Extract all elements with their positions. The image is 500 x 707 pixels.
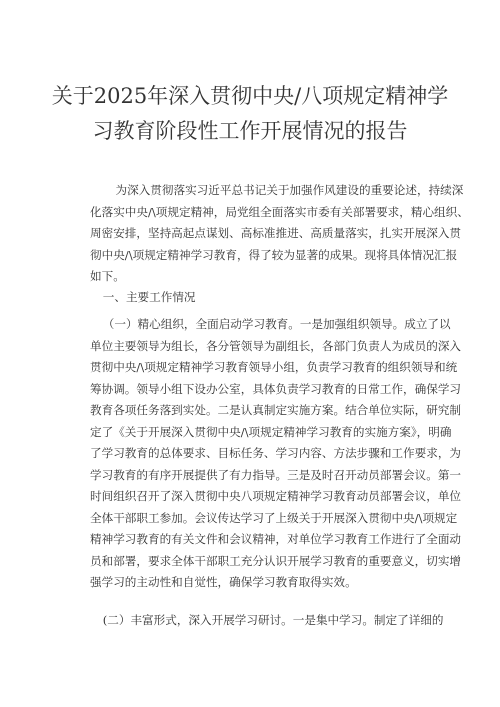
intro-line: 如下。: [90, 269, 125, 283]
paragraph-line: （一）精心组织，全面启动学习教育。一是加强组织领导。成立了以: [102, 317, 451, 331]
document-title-line-2: 习教育阶段性工作开展情况的报告: [92, 119, 408, 143]
paragraph-line: (二）丰富形式，深入开展学习研讨。一是集中学习。制定了详细的: [102, 613, 444, 627]
paragraph-line: 强学习的主动性和自觉性，确保学习教育取得实效。: [90, 575, 357, 589]
intro-paragraph: [90, 180, 469, 288]
section-heading-text: 一、主要工作情况: [102, 290, 196, 304]
paragraph-line: 教育各项任务落到实处。二是认真制定实施方案。结合单位实际，研究制: [90, 403, 462, 417]
paragraph-line: 单位主要领导为组长，各分管领导为副组长，各部门负责人为成员的深入: [90, 338, 462, 353]
paragraph-2: [90, 610, 444, 632]
intro-line: 彻中央/\项规定精神学习教育，得了较为显著的成果。现将具体情况汇报: [90, 247, 458, 262]
intro-line: 周密安排，坚持高起点谋划、高标准推进、高质量落实，扎实开展深入贯: [90, 226, 462, 240]
document-title-line-1: 关于2025年深入贯彻中央/八项规定精神学: [51, 84, 449, 108]
paragraph-line: 学习教育的有序开展提供了有力指导。三是及时召开动员部署会议。第一: [90, 467, 462, 482]
intro-line: 化落实中央/\项规定精神，局党组全面落实市委有关部署要求，精心组织、: [90, 204, 469, 219]
paragraph-line: 全体干部职工参加。会议传达学习了上级关于开展深入贯彻中央/\项规定: [90, 510, 458, 525]
paragraph-1: [90, 314, 462, 594]
paragraph-line: 贯彻中央/\项规定精神学习教育领导小组，负责学习教育的组织领导和统: [90, 360, 458, 374]
paragraph-line: 筹协调。领导小组下设办公室，具体负责学习教育的日常工作，确保学习: [90, 381, 462, 396]
paragraph-line: 时间组织召开了深入贯彻中央八项规定精神学习教育动员部署会议，单位: [90, 489, 462, 503]
section-heading: [90, 287, 425, 309]
paragraph-line: 员和部署，要求全体干部职工充分认识开展学习教育的重要意义，切实增: [90, 553, 462, 568]
intro-line: 为深入贯彻落实习近平总书记关于加强作风建设的重要论述，持续深: [115, 183, 464, 197]
paragraph-line: 精神学习教育的有关文件和会议精神，对单位学习教育工作进行了全面动: [90, 532, 462, 546]
paragraph-line: 定了《关于开展深入贯彻中央/\项规定精神学习教育的实施方案》，明确: [90, 424, 452, 439]
paragraph-line: 了学习教育的总体要求、目标任务、学习内容、方法步骤和工作要求，为: [90, 446, 462, 460]
